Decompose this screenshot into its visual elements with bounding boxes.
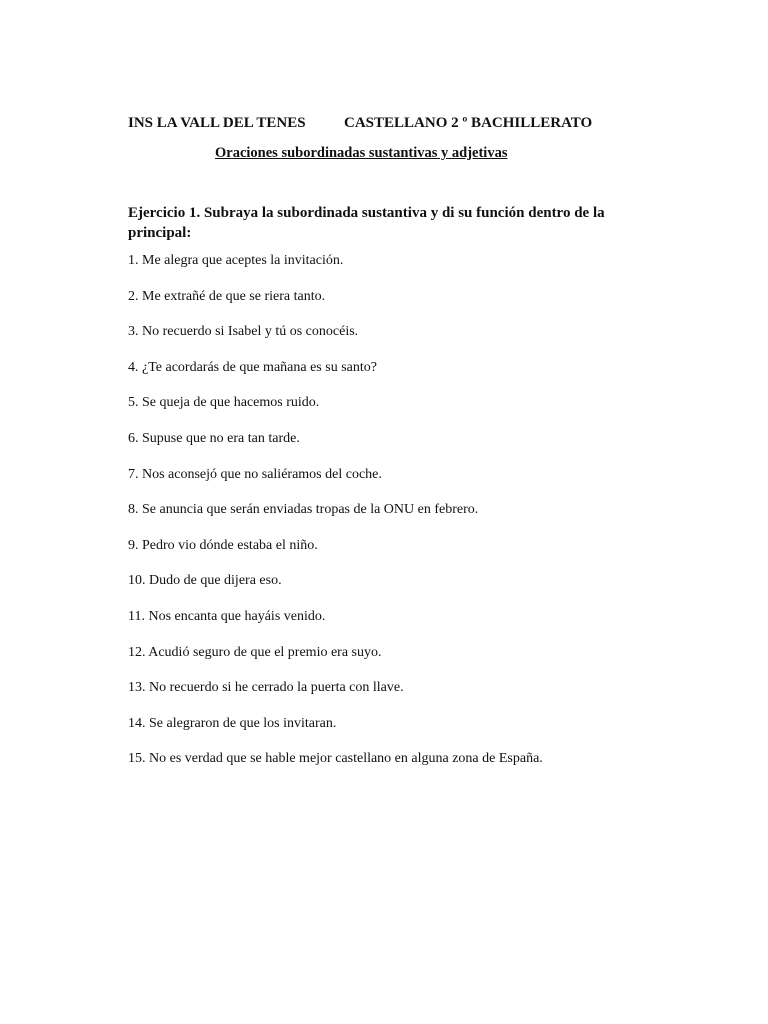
exercise-item: 5. Se queja de que hacemos ruido.: [128, 395, 320, 411]
course-name: CASTELLANO 2 º BACHILLERATO: [344, 115, 593, 131]
exercise-item: 10. Dudo de que dijera eso.: [128, 573, 282, 589]
exercise-list: [128, 252, 648, 786]
exercise-item: 9. Pedro vio dónde estaba el niño.: [128, 537, 318, 553]
exercise-item: 12. Acudió seguro de que el premio era suyo.: [128, 644, 382, 660]
exercise-item: 8. Se anuncia que serán enviadas tropas de la ONU en febrero.: [128, 502, 479, 518]
document-subtitle: Oraciones subordinadas sustantivas y adjetivas: [215, 145, 508, 161]
exercise-item: 14. Se alegraron de que los invitaran.: [128, 715, 337, 731]
exercise-item: 4. ¿Te acordarás de que mañana es su santo?: [128, 359, 377, 375]
exercise-item: 2. Me extrañé de que se riera tanto.: [128, 288, 326, 304]
exercise-item: 1. Me alegra que aceptes la invitación.: [128, 253, 344, 268]
exercise-item: 3. No recuerdo si Isabel y tú os conocéis.: [128, 324, 359, 340]
exercise-item: 7. Nos aconsejó que no saliéramos del coche.: [128, 466, 382, 482]
exercise-item: 15. No es verdad que se hable mejor castellano en alguna zona de España.: [128, 751, 543, 767]
exercise-title: Ejercicio 1. Subraya la subordinada sustantiva y di su función dentro de la principal:: [128, 205, 605, 241]
school-name: INS LA VALL DEL TENES: [128, 115, 306, 131]
exercise-item: 13. No recuerdo si he cerrado la puerta con llave.: [128, 680, 404, 696]
exercise-item: 6. Supuse que no era tan tarde.: [128, 430, 300, 446]
exercise-item: 11. Nos encanta que hayáis venido.: [128, 608, 326, 624]
